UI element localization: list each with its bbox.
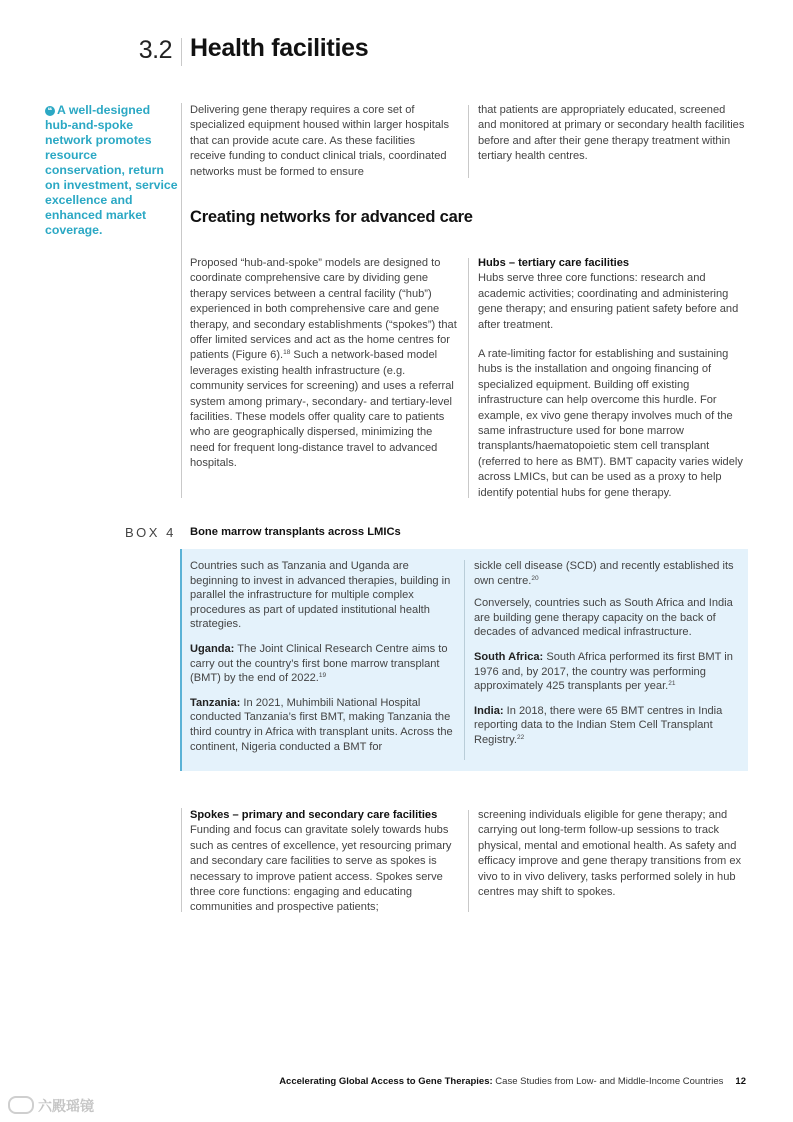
spokes-col-2: [478, 808, 746, 900]
intro-col-divider: [468, 105, 469, 178]
intro-col-1: [190, 103, 452, 180]
box-tanzania: Tanzania: In 2021, Muhimbili National Hospital conducted Tanzania’s first BMT, making Tanzania the third country in Africa with transplant units. Across the continent, Nigeria conducted a BMT for: [190, 696, 453, 753]
ref-18: 18: [283, 349, 291, 357]
spokes-heading: Spokes – primary and secondary care facilities: [190, 809, 438, 821]
spokes-col-divider: [468, 810, 469, 912]
quote-icon: ❝: [45, 106, 55, 116]
intro-text-1: Delivering gene therapy requires a core set of specialized equipment housed within larger hospitals that can provide acute care. As these facilities receive funding to conduct clinical trials, coordinated networks must be formed to ensure: [190, 104, 450, 178]
watermark-logo-icon: [8, 1096, 34, 1114]
sidebar-pullquote: [45, 103, 180, 238]
networks-paragraph: Proposed “hub-and-spoke” models are designed to coordinate comprehensive care by dividing gene therapy services between a central facility (“hub”) experienced in both comprehensive care and gene therapy, and secondary establishments (“spokes”) that offer limited services and act as the home centres for patients (Figure 6).$^{18}$ Such a network-based model leverages existing health infrastructure (e.g. community services for screening) and uses a referral system among primary-, secondary- and tertiary-level facilities. These models offer quality care to patients who are geographically dispersed, minimizing the need for frequent long-distance travel to advanced hospitals.: [190, 257, 457, 470]
box-scd: sickle cell disease (SCD) and recently established its own centre.$^{20}$: [474, 560, 734, 587]
box-india: India: In 2018, there were 65 BMT centres in India reporting data to the Indian Stem Cell Transplant Registry.$^{22}$: [474, 704, 723, 746]
footer-title-bold: Accelerating Global Access to Gene Therapies:: [279, 1076, 493, 1087]
box-title: Bone marrow transplants across LMICs: [190, 526, 401, 538]
intro-text-2: that patients are appropriately educated, screened and monitored at primary or secondary health facilities before and after their gene therapy treatment within tertiary health centres.: [478, 104, 745, 163]
spokes-col-1: [190, 808, 458, 916]
subsection-title: Creating networks for advanced care: [190, 208, 473, 226]
box-col-1: [190, 559, 455, 754]
hubs-heading: Hubs – tertiary care facilities: [478, 257, 630, 269]
networks-col-1: [190, 256, 460, 472]
header-divider: [181, 38, 182, 66]
box-col-divider: [464, 560, 465, 760]
box-conversely: Conversely, countries such as South Africa and India are building gene therapy capacity on the back of decades of advanced medical infrastructure.: [474, 597, 733, 639]
page-footer: [279, 1076, 746, 1087]
networks-col-2: [478, 256, 746, 501]
spokes-paragraph-2: screening individuals eligible for gene therapy; and carrying out long-term follow-up sessions to track physical, mental and emotional health. As safety and efficacy improve and gene therapy transitions from ex vivo to in vivo delivery, tasks performed solely in hub centres may shift to spokes.: [478, 809, 742, 899]
box-col-2: [474, 559, 739, 748]
watermark-text: 六殿瑶镜: [38, 1098, 94, 1114]
main-column-rule: [181, 103, 182, 498]
page-number: 12: [735, 1076, 746, 1087]
footer-title-rest: Case Studies from Low- and Middle-Income Countries: [492, 1076, 724, 1087]
box-paragraph-1: Countries such as Tanzania and Uganda are beginning to invest in advanced therapies, building in parallel the infrastructure for multiple complex procedures as part of updated institutional health strategies.: [190, 560, 451, 631]
intro-col-2: [478, 103, 746, 165]
spokes-rule: [181, 808, 182, 912]
watermark: [8, 1096, 94, 1116]
page-title: Health facilities: [190, 34, 369, 62]
pullquote-text: A well-designed hub-and-spoke network promotes resource conservation, return on investment, service excellence and enhanced market coverage.: [45, 103, 178, 237]
box-south-africa: South Africa: South Africa performed its first BMT in 1976 and, by 2017, the country was performing approximately 425 transplants per year.$^{21}$: [474, 650, 733, 693]
section-number: 3.2: [138, 36, 172, 64]
networks-col-divider: [468, 258, 469, 498]
spokes-paragraph-1: Funding and focus can gravitate solely towards hubs such as centres of excellence, yet resourcing primary and secondary care facilities to serve as spokes is necessary to improve patient access. Spokes serve three core functions: engaging and educating communities and prospective patients;: [190, 824, 452, 914]
hubs-paragraph-2: A rate-limiting factor for establishing and sustaining hubs is the installation and ongoing financing of specialized equipment. Building off existing infrastructure can help overcome this hurdle. For example, ex vivo gene therapy involves much of the same infrastructure used for bone marrow transplants/haematopoietic stem cell transplant (referred to here as BMT). BMT capacity varies widely across LMICs, but can be used as a proxy to help identify potential hubs for gene therapy.: [478, 348, 743, 499]
box-uganda: Uganda: The Joint Clinical Research Centre aims to carry out the country’s first bone marrow transplant (BMT) by the end of 2022.19: [190, 642, 448, 685]
hubs-paragraph-1: Hubs serve three core functions: research and academic activities; coordinating and administering gene therapy; and ensuring patient safety before and after treatment.: [478, 272, 739, 331]
box-label: BOX 4: [125, 525, 176, 540]
